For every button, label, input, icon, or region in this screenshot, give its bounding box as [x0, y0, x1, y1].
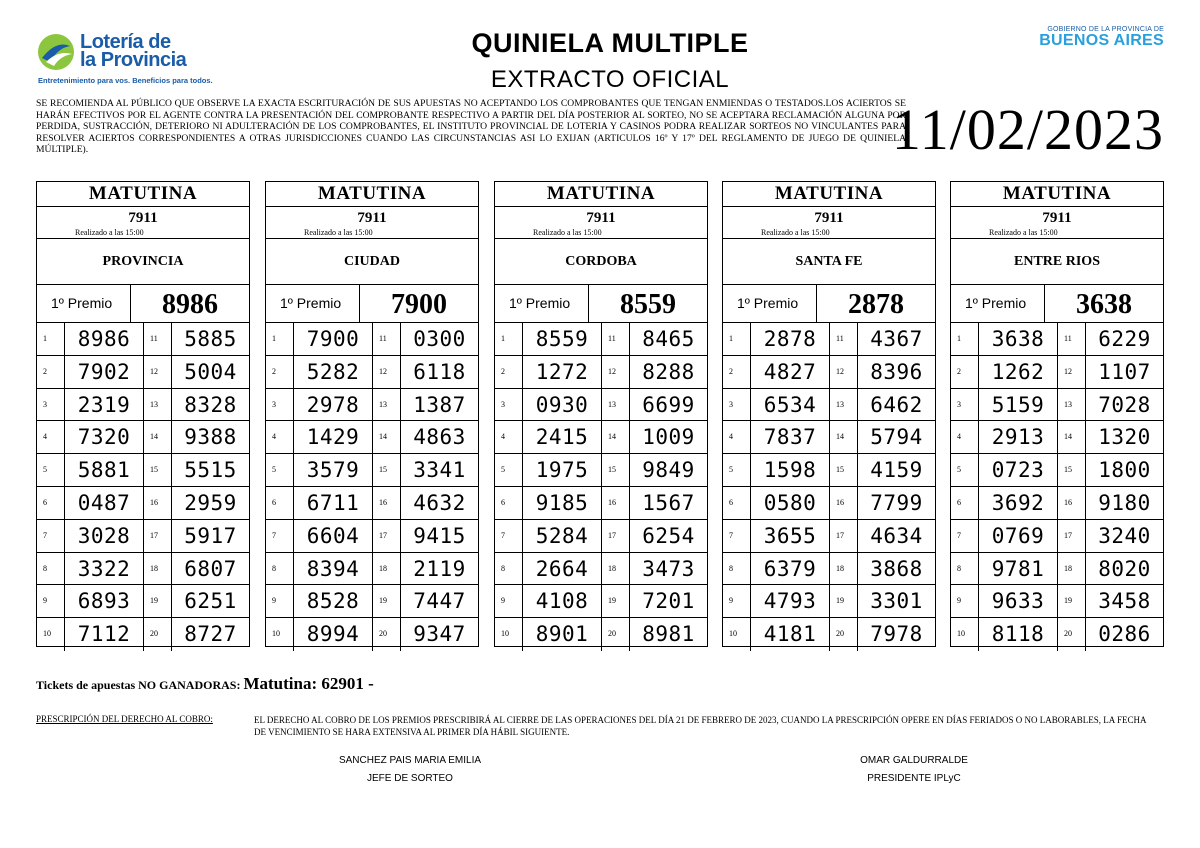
signature-block-1 — [290, 752, 530, 788]
first-prize-label: 1º Premio — [266, 285, 360, 322]
position-index: 5 — [266, 454, 294, 487]
gov-logo-small-text: GOBIERNO DE LA PROVINCIA DE — [1047, 26, 1164, 33]
results-panel — [36, 181, 250, 647]
position-index: 6 — [495, 487, 523, 520]
position-index: 19 — [1058, 585, 1086, 618]
position-index: 7 — [951, 520, 979, 553]
result-number: 8528 — [294, 585, 373, 618]
shift-title: MATUTINA — [723, 182, 935, 207]
result-number: 8118 — [979, 618, 1058, 651]
first-prize-label: 1º Premio — [951, 285, 1045, 322]
result-number: 7320 — [65, 421, 144, 454]
draw-number: 7911 — [814, 210, 844, 226]
disclaimer-text: SE RECOMIENDA AL PÚBLICO QUE OBSERVE LA EXACTA ESCRITURACIÓN DE SUS APUESTAS NO ACEPTANDO LOS COMPROBANTES QUE TENGAN ENMIENDAS O TESTADOS.LOS ACIERTOS SE HARÁN EFECTIVOS POR EL AGENTE CONTRA LA PRESENTACIÓN DEL COMPROBANTE RESPECTIVO A PARTIR DEL DÍA POSTERIOR AL SORTEO, NO SE ACEPTARA RECLAMACIÓN ALGUNA POR PERDIDA, SUSTRACCIÓN, DETERIORO NI ADULTERACIÓN DE LOS COMPROBANTES, EL INSTITUTO PROVINCIAL DE LOTERIA Y CASINOS PODRA REALIZAR SORTEOS NO VINCULANTES PARA RESOLVER ACIERTOS CORRESPONDIENTES A OTRAS JURISDICCIONES CUANDO LAS CIRCUNSTANCIAS ASI LO EXIJAN (ARTICULOS 16º Y 17º DEL REGLAMENTO DE JUEGO DE QUINIELA MÚLTIPLE). — [36, 98, 906, 156]
result-number: 1567 — [630, 487, 707, 520]
result-number: 3458 — [1086, 585, 1163, 618]
logo-text-line2: la Provincia — [80, 49, 187, 71]
position-index: 15 — [373, 454, 401, 487]
position-index: 16 — [1058, 487, 1086, 520]
position-index: 1 — [495, 323, 523, 356]
shift-title: MATUTINA — [495, 182, 707, 207]
position-index: 17 — [602, 520, 630, 553]
draw-date: 11/02/2023 — [891, 97, 1164, 162]
result-number: 6379 — [751, 553, 830, 586]
position-index: 12 — [144, 356, 172, 389]
position-index: 18 — [144, 553, 172, 586]
first-prize-label: 1º Premio — [37, 285, 131, 322]
first-prize-label: 1º Premio — [495, 285, 589, 322]
position-index: 12 — [602, 356, 630, 389]
result-number: 3692 — [979, 487, 1058, 520]
non-winning-tickets — [36, 674, 374, 694]
result-number: 8986 — [65, 323, 144, 356]
result-number: 5159 — [979, 389, 1058, 422]
result-number: 3301 — [858, 585, 935, 618]
position-index: 12 — [1058, 356, 1086, 389]
result-number: 0769 — [979, 520, 1058, 553]
position-index: 10 — [951, 618, 979, 651]
result-number: 2319 — [65, 389, 144, 422]
result-number: 8901 — [523, 618, 602, 651]
gov-logo — [1024, 26, 1164, 49]
shift-title: MATUTINA — [266, 182, 478, 207]
position-index: 9 — [266, 585, 294, 618]
position-index: 7 — [495, 520, 523, 553]
result-number: 5885 — [172, 323, 249, 356]
result-number: 9781 — [979, 553, 1058, 586]
draw-time: Realizado a las 15:00 — [723, 227, 935, 239]
result-number: 1387 — [401, 389, 478, 422]
draw-time: Realizado a las 15:00 — [266, 227, 478, 239]
position-index: 17 — [1058, 520, 1086, 553]
result-number: 9388 — [172, 421, 249, 454]
logo-text-line1: Lotería de — [80, 31, 171, 53]
position-index: 9 — [723, 585, 751, 618]
position-index: 11 — [144, 323, 172, 356]
position-index: 14 — [1058, 421, 1086, 454]
result-number: 1272 — [523, 356, 602, 389]
result-number: 2959 — [172, 487, 249, 520]
position-index: 18 — [830, 553, 858, 586]
first-prize-label: 1º Premio — [723, 285, 817, 322]
results-grid — [495, 323, 707, 651]
gov-logo-big-text: BUENOS AIRES — [1039, 32, 1164, 49]
result-number: 9185 — [523, 487, 602, 520]
signature-block-2 — [794, 752, 1034, 788]
shift-title: MATUTINA — [37, 182, 249, 207]
position-index: 19 — [144, 585, 172, 618]
position-index: 8 — [951, 553, 979, 586]
signature-name: SANCHEZ PAIS MARIA EMILIA — [338, 755, 482, 766]
position-index: 7 — [266, 520, 294, 553]
signature-role: PRESIDENTE IPLyC — [867, 773, 961, 784]
position-index: 15 — [602, 454, 630, 487]
position-index: 1 — [37, 323, 65, 356]
result-number: 1107 — [1086, 356, 1163, 389]
draw-time: Realizado a las 15:00 — [495, 227, 707, 239]
position-index: 16 — [373, 487, 401, 520]
position-index: 16 — [144, 487, 172, 520]
signature-name: OMAR GALDURRALDE — [860, 755, 968, 766]
jurisdiction-name: PROVINCIA — [37, 239, 249, 285]
result-number: 6893 — [65, 585, 144, 618]
first-prize-number: 3638 — [1076, 289, 1132, 320]
position-index: 13 — [144, 389, 172, 422]
position-index: 18 — [602, 553, 630, 586]
result-number: 7900 — [294, 323, 373, 356]
results-panel — [494, 181, 708, 647]
position-index: 2 — [723, 356, 751, 389]
result-number: 8465 — [630, 323, 707, 356]
result-number: 9849 — [630, 454, 707, 487]
position-index: 8 — [495, 553, 523, 586]
first-prize-number: 2878 — [848, 289, 904, 320]
position-index: 7 — [723, 520, 751, 553]
result-number: 9180 — [1086, 487, 1163, 520]
result-number: 4632 — [401, 487, 478, 520]
results-grid — [723, 323, 935, 651]
draw-time: Realizado a las 15:00 — [951, 227, 1163, 239]
result-number: 7902 — [65, 356, 144, 389]
result-number: 7028 — [1086, 389, 1163, 422]
results-grid — [37, 323, 249, 651]
result-number: 6118 — [401, 356, 478, 389]
position-index: 14 — [373, 421, 401, 454]
position-index: 2 — [495, 356, 523, 389]
draw-number: 7911 — [1042, 210, 1072, 226]
result-number: 1009 — [630, 421, 707, 454]
position-index: 16 — [830, 487, 858, 520]
position-index: 17 — [144, 520, 172, 553]
result-number: 7447 — [401, 585, 478, 618]
result-number: 7978 — [870, 622, 923, 647]
position-index: 3 — [723, 389, 751, 422]
results-grid — [951, 323, 1163, 651]
results-panel — [265, 181, 479, 647]
result-number: 5004 — [172, 356, 249, 389]
position-index: 8 — [37, 553, 65, 586]
position-index: 9 — [37, 585, 65, 618]
result-number: 6711 — [294, 487, 373, 520]
result-number: 8559 — [523, 323, 602, 356]
result-number: 8288 — [630, 356, 707, 389]
result-number: 4159 — [858, 454, 935, 487]
position-index: 19 — [373, 585, 401, 618]
position-index: 20 — [373, 618, 401, 651]
result-number: 2415 — [523, 421, 602, 454]
result-number: 8981 — [642, 622, 695, 647]
result-number: 1800 — [1086, 454, 1163, 487]
result-number: 4108 — [523, 585, 602, 618]
result-number: 4793 — [751, 585, 830, 618]
result-number: 4634 — [858, 520, 935, 553]
position-index: 6 — [723, 487, 751, 520]
position-index: 10 — [266, 618, 294, 651]
first-prize-row — [951, 285, 1163, 323]
draw-number: 7911 — [128, 210, 158, 226]
position-index: 15 — [1058, 454, 1086, 487]
result-number: 6229 — [1086, 323, 1163, 356]
result-number: 6462 — [858, 389, 935, 422]
result-number: 4863 — [401, 421, 478, 454]
position-index: 14 — [830, 421, 858, 454]
position-index: 17 — [830, 520, 858, 553]
result-number: 8394 — [294, 553, 373, 586]
position-index: 10 — [37, 618, 65, 651]
result-number: 3473 — [630, 553, 707, 586]
position-index: 10 — [723, 618, 751, 651]
position-index: 1 — [723, 323, 751, 356]
result-number: 1262 — [979, 356, 1058, 389]
result-number: 2913 — [979, 421, 1058, 454]
position-index: 16 — [602, 487, 630, 520]
position-index: 1 — [951, 323, 979, 356]
page-title: QUINIELA MULTIPLE — [471, 28, 749, 58]
first-prize-row — [37, 285, 249, 323]
position-index: 3 — [951, 389, 979, 422]
result-number: 5917 — [172, 520, 249, 553]
position-index: 12 — [830, 356, 858, 389]
position-index: 19 — [830, 585, 858, 618]
position-index: 17 — [373, 520, 401, 553]
first-prize-row — [266, 285, 478, 323]
position-index: 4 — [951, 421, 979, 454]
position-index: 8 — [266, 553, 294, 586]
position-index: 13 — [602, 389, 630, 422]
position-index: 4 — [723, 421, 751, 454]
position-index: 15 — [144, 454, 172, 487]
position-index: 2 — [37, 356, 65, 389]
jurisdiction-name: SANTA FE — [723, 239, 935, 285]
draw-number: 7911 — [586, 210, 616, 226]
result-number: 5794 — [858, 421, 935, 454]
results-panel — [950, 181, 1164, 647]
logo-tagline: Entretenimiento para vos. Beneficios para todos. — [38, 76, 213, 85]
page-subtitle: EXTRACTO OFICIAL — [490, 66, 730, 93]
first-prize-number: 7900 — [391, 289, 447, 320]
position-index: 20 — [830, 618, 858, 651]
result-number: 2978 — [294, 389, 373, 422]
result-number: 7837 — [751, 421, 830, 454]
position-index: 3 — [495, 389, 523, 422]
position-index: 3 — [37, 389, 65, 422]
results-grid — [266, 323, 478, 651]
position-index: 11 — [373, 323, 401, 356]
position-index: 6 — [951, 487, 979, 520]
result-number: 2878 — [751, 323, 830, 356]
result-number: 6807 — [172, 553, 249, 586]
position-index: 13 — [830, 389, 858, 422]
position-index: 5 — [723, 454, 751, 487]
result-number: 0286 — [1098, 622, 1151, 647]
jurisdiction-name: ENTRE RIOS — [951, 239, 1163, 285]
result-number: 5515 — [172, 454, 249, 487]
result-number: 8727 — [184, 622, 237, 647]
result-number: 1975 — [523, 454, 602, 487]
result-number: 7799 — [858, 487, 935, 520]
jurisdiction-name: CIUDAD — [266, 239, 478, 285]
result-number: 3655 — [751, 520, 830, 553]
shift-title: MATUTINA — [951, 182, 1163, 207]
position-index: 3 — [266, 389, 294, 422]
result-number: 3868 — [858, 553, 935, 586]
position-index: 11 — [602, 323, 630, 356]
position-index: 13 — [373, 389, 401, 422]
position-index: 7 — [37, 520, 65, 553]
first-prize-number: 8559 — [620, 289, 676, 320]
position-index: 14 — [144, 421, 172, 454]
position-index: 4 — [266, 421, 294, 454]
result-number: 8328 — [172, 389, 249, 422]
position-index: 4 — [37, 421, 65, 454]
result-number: 9633 — [979, 585, 1058, 618]
position-index: 15 — [830, 454, 858, 487]
jurisdiction-name: CORDOBA — [495, 239, 707, 285]
result-number: 3028 — [65, 520, 144, 553]
result-number: 0580 — [751, 487, 830, 520]
position-index: 9 — [951, 585, 979, 618]
position-index: 19 — [602, 585, 630, 618]
position-index: 9 — [495, 585, 523, 618]
signature-role: JEFE DE SORTEO — [367, 773, 453, 784]
result-number: 3579 — [294, 454, 373, 487]
position-index: 8 — [723, 553, 751, 586]
result-number: 6534 — [751, 389, 830, 422]
tickets-label: Tickets de apuestas NO GANADORAS: — [36, 678, 241, 692]
result-number: 2119 — [401, 553, 478, 586]
result-number: 9415 — [401, 520, 478, 553]
position-index: 14 — [602, 421, 630, 454]
result-number: 3341 — [401, 454, 478, 487]
prescripcion-label: PRESCRIPCIÓN DEL DERECHO AL COBRO: — [36, 714, 213, 724]
result-number: 4827 — [751, 356, 830, 389]
first-prize-row — [723, 285, 935, 323]
result-number: 8994 — [294, 618, 373, 651]
position-index: 20 — [144, 618, 172, 651]
result-number: 4181 — [751, 618, 830, 651]
first-prize-row — [495, 285, 707, 323]
result-number: 5282 — [294, 356, 373, 389]
result-number: 7201 — [630, 585, 707, 618]
result-number: 6699 — [630, 389, 707, 422]
result-number: 0300 — [401, 323, 478, 356]
position-index: 5 — [951, 454, 979, 487]
result-number: 0487 — [65, 487, 144, 520]
result-number: 3322 — [65, 553, 144, 586]
result-number: 0930 — [523, 389, 602, 422]
position-index: 13 — [1058, 389, 1086, 422]
result-number: 1429 — [294, 421, 373, 454]
position-index: 2 — [951, 356, 979, 389]
result-number: 5881 — [65, 454, 144, 487]
result-number: 8020 — [1086, 553, 1163, 586]
result-number: 6604 — [294, 520, 373, 553]
result-number: 1598 — [751, 454, 830, 487]
position-index: 11 — [1058, 323, 1086, 356]
position-index: 4 — [495, 421, 523, 454]
result-number: 5284 — [523, 520, 602, 553]
tickets-value: Matutina: 62901 - — [243, 674, 374, 693]
position-index: 18 — [373, 553, 401, 586]
result-number: 2664 — [523, 553, 602, 586]
result-number: 9347 — [413, 622, 466, 647]
first-prize-number: 8986 — [162, 289, 218, 320]
position-index: 5 — [37, 454, 65, 487]
result-number: 6251 — [172, 585, 249, 618]
prescripcion-text: EL DERECHO AL COBRO DE LOS PREMIOS PRESCRIBIRÁ AL CIERRE DE LAS OPERACIONES DEL DÍA 21 DE FEBRERO DE 2023, CUANDO LA PRESCRIPCIÓN OPERE EN DÍAS FERIADOS O NO LABORABLES, LA FECHA DE VENCIMIENTO SE HARA EXTENSIVA AL PRIMER DÍA HÁBIL SIGUIENTE. — [254, 715, 1146, 737]
position-index: 12 — [373, 356, 401, 389]
result-number: 8396 — [858, 356, 935, 389]
position-index: 6 — [37, 487, 65, 520]
result-number: 1320 — [1086, 421, 1163, 454]
position-index: 20 — [602, 618, 630, 651]
results-panel — [722, 181, 936, 647]
position-index: 1 — [266, 323, 294, 356]
result-number: 3240 — [1086, 520, 1163, 553]
position-index: 6 — [266, 487, 294, 520]
position-index: 10 — [495, 618, 523, 651]
position-index: 20 — [1058, 618, 1086, 651]
result-number: 3638 — [979, 323, 1058, 356]
result-number: 6254 — [630, 520, 707, 553]
position-index: 11 — [830, 323, 858, 356]
position-index: 5 — [495, 454, 523, 487]
position-index: 18 — [1058, 553, 1086, 586]
position-index: 2 — [266, 356, 294, 389]
draw-time: Realizado a las 15:00 — [37, 227, 249, 239]
result-number: 4367 — [858, 323, 935, 356]
draw-number: 7911 — [357, 210, 387, 226]
result-number: 0723 — [979, 454, 1058, 487]
result-number: 7112 — [65, 618, 144, 651]
